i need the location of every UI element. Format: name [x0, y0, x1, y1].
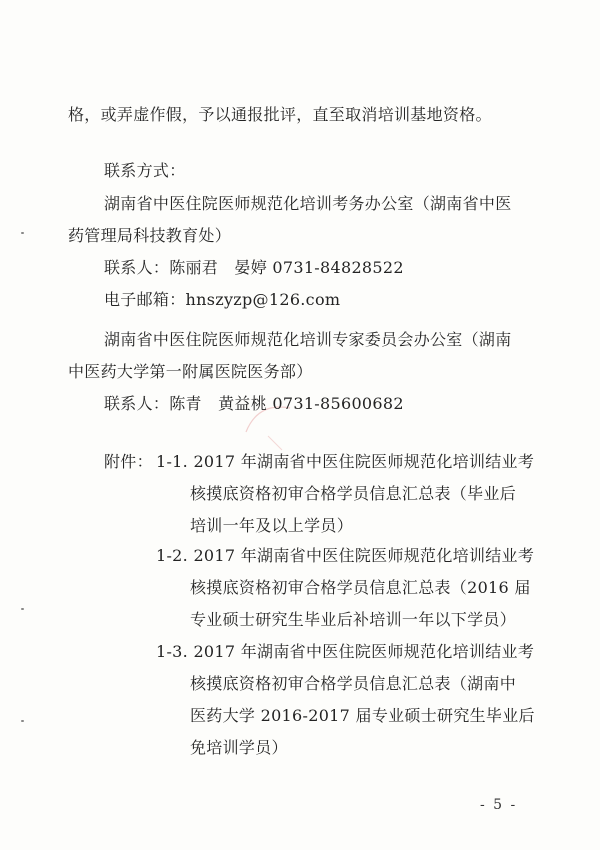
attachment-title-line: 核摸底资格初审合格学员信息汇总表（湖南中	[190, 674, 517, 693]
attachment-item	[156, 546, 534, 566]
office2-line2: 中医药大学第一附属医院医务部）	[68, 362, 313, 381]
office1-contact-person: 联系人：陈丽君 晏婷 0731-84828522	[104, 258, 404, 277]
scan-mark	[21, 232, 24, 234]
scan-mark	[21, 608, 24, 610]
attachment-number: 1-2.	[156, 546, 189, 565]
attachments-label: 附件：	[104, 452, 153, 471]
attachment-title-line: 2017 年湖南省中医住院医师规范化培训结业考	[188, 546, 535, 565]
attachment-number: 1-1.	[156, 452, 189, 471]
attachment-title-line: 2017 年湖南省中医住院医师规范化培训结业考	[188, 642, 535, 661]
scan-mark	[21, 720, 24, 722]
office2-line1: 湖南省中医住院医师规范化培训专家委员会办公室（湖南	[104, 330, 512, 349]
attachment-title-line: 免培训学员）	[190, 738, 288, 757]
attachment-title-line: 医药大学 2016-2017 届专业硕士研究生毕业后	[190, 706, 535, 725]
contact-heading: 联系方式：	[104, 161, 186, 180]
attachment-item	[156, 642, 534, 662]
office1-line1: 湖南省中医住院医师规范化培训考务办公室（湖南省中医	[104, 194, 512, 213]
attachment-number: 1-3.	[156, 642, 189, 661]
attachment-title-line: 培训一年及以上学员）	[190, 516, 354, 535]
attachment-title-line: 专业硕士研究生毕业后补培训一年以下学员）	[190, 610, 517, 629]
attachment-title-line: 核摸底资格初审合格学员信息汇总表（毕业后	[190, 484, 517, 503]
continuation-text: 格，或弄虚作假，予以通报批评，直至取消培训基地资格。	[68, 105, 492, 124]
page-number: - 5 -	[480, 797, 518, 813]
office1-line2: 药管理局科技教育处）	[68, 226, 232, 245]
attachment-item	[156, 452, 534, 472]
office2-contact-person: 联系人：陈青 黄益桃 0731-85600682	[104, 394, 404, 413]
attachment-title-line: 2017 年湖南省中医住院医师规范化培训结业考	[188, 452, 535, 471]
attachment-title-line: 核摸底资格初审合格学员信息汇总表（2016 届	[190, 578, 531, 597]
office1-email: 电子邮箱：hnszyzp@126.com	[104, 290, 341, 309]
